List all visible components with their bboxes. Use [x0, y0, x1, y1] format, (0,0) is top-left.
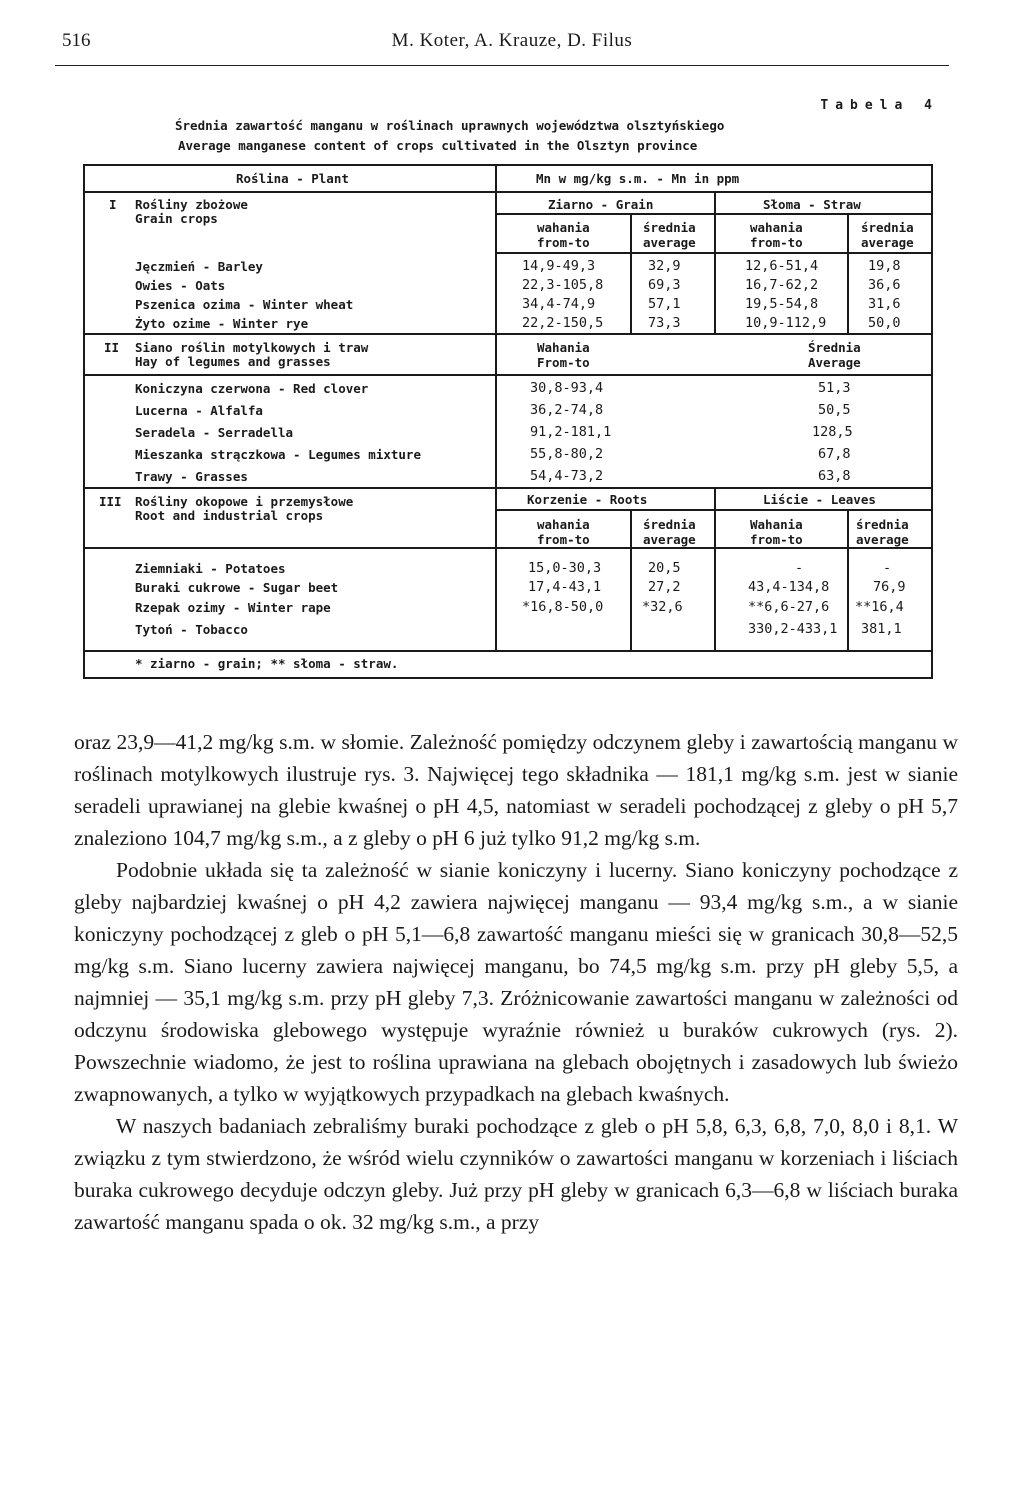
page-number: 516: [62, 30, 91, 51]
col-header-unit: Mn w mg/kg s.m. - Mn in ppm: [536, 171, 740, 186]
table-row: [0, 600, 1024, 620]
hay-range: 91,2-181,1: [530, 424, 612, 440]
group2-name-en: Hay of legumes and grasses: [135, 354, 331, 369]
straw-avg-en: average: [861, 235, 914, 250]
table-row: [0, 381, 1024, 401]
hay-range-pl: Wahania: [537, 340, 590, 355]
grain-header: Ziarno - Grain: [548, 197, 654, 212]
paragraph: oraz 23,9—41,2 mg/kg s.m. w słomie. Zależność pomiędzy odczynem gleby i zawartością manganu w roślinach motylkowych ilustruje rys. 3. Najwięcej tego składnika — 181,1 mg/kg s.m. jest w sianie seradeli uprawianej na glebie kwaśnej o pH 4,5, natomiast w seradeli pochodzącej z gleby o pH 5,7 znaleziono 104,7 mg/kg s.m., a z gleby o pH 6 już tylko 91,2 mg/kg s.m.: [74, 730, 958, 850]
hay-avg: 128,5: [812, 424, 853, 440]
plant-name: Seradela - Serradella: [135, 425, 294, 440]
straw-range: 12,6-51,4: [745, 258, 819, 274]
hay-avg: 51,3: [818, 380, 851, 396]
group1-name-en: Grain crops: [135, 211, 218, 226]
straw-range-header: [750, 220, 803, 250]
root-avg: *32,6: [642, 599, 683, 615]
hay-avg-header: [808, 340, 861, 370]
table-label: Tabela 4: [820, 98, 939, 113]
hay-range: 30,8-93,4: [530, 380, 604, 396]
table-row: [0, 278, 1024, 298]
plant-name: Ziemniaki - Potatoes: [135, 561, 286, 576]
grain-avg-en: average: [643, 235, 696, 250]
grain-range: 22,3-105,8: [522, 277, 604, 293]
root-range-header: [537, 517, 590, 547]
grain-avg-header: [643, 220, 696, 250]
table-rule-bottom: [83, 677, 933, 679]
plant-name: Lucerna - Alfalfa: [135, 403, 263, 418]
plant-name: Koniczyna czerwona - Red clover: [135, 381, 369, 396]
table-row: [0, 447, 1024, 467]
leaf-avg-header: [856, 517, 909, 547]
group1-name-pl: Rośliny zbożowe: [135, 197, 248, 212]
grain-avg: 57,1: [648, 296, 681, 312]
leaf-avg: 76,9: [873, 579, 906, 595]
group2-numeral: II: [104, 340, 120, 355]
table-rule-g2-data: [495, 374, 933, 376]
leaf-range: -: [795, 560, 804, 576]
plant-name: Jęczmień - Barley: [135, 259, 263, 274]
leaf-range: **6,6-27,6: [748, 599, 830, 615]
straw-avg: 31,6: [868, 296, 901, 312]
grain-range-header: [537, 220, 590, 250]
root-range-en: from-to: [537, 532, 590, 547]
plant-name: Buraki cukrowe - Sugar beet: [135, 580, 339, 595]
body-text: [74, 726, 958, 1238]
hay-range: 55,8-80,2: [530, 446, 604, 462]
col-header-plant: Roślina - Plant: [236, 171, 349, 186]
table-rule-top: [83, 164, 933, 166]
root-range: 15,0-30,3: [528, 560, 602, 576]
plant-name: Tytoń - Tobacco: [135, 622, 248, 637]
table-caption-en: Average manganese content of crops cultivated in the Olsztyn province: [178, 138, 698, 153]
plant-name: Pszenica ozima - Winter wheat: [135, 297, 354, 312]
root-range: 17,4-43,1: [528, 579, 602, 595]
group3-name-pl: Rośliny okopowe i przemysłowe: [135, 494, 354, 509]
table-rule-group2b: [83, 374, 496, 376]
grain-avg-pl: średnia: [643, 220, 696, 235]
leaf-avg: 381,1: [861, 621, 902, 637]
straw-avg-pl: średnia: [861, 220, 914, 235]
grain-range: 34,4-74,9: [522, 296, 596, 312]
table-row: [0, 622, 1024, 642]
straw-range-pl: wahania: [750, 220, 803, 235]
table-row: [0, 316, 1024, 336]
hay-avg: 63,8: [818, 468, 851, 484]
root-range: *16,8-50,0: [522, 599, 604, 615]
straw-range: 16,7-62,2: [745, 277, 819, 293]
plant-name: Mieszanka strączkowa - Legumes mixture: [135, 447, 421, 462]
table-row: [0, 580, 1024, 600]
hay-range: 36,2-74,8: [530, 402, 604, 418]
group1-numeral: I: [109, 197, 117, 212]
roots-header: Korzenie - Roots: [527, 492, 648, 507]
hay-avg: 50,5: [818, 402, 851, 418]
leaves-header: Liście - Leaves: [763, 492, 876, 507]
leaf-avg: -: [883, 560, 892, 576]
grain-range: 14,9-49,3: [522, 258, 596, 274]
table-rule-group3b: [83, 547, 496, 549]
hay-range: 54,4-73,2: [530, 468, 604, 484]
table-rule-footnote: [83, 650, 933, 652]
plant-name: Trawy - Grasses: [135, 469, 248, 484]
grain-range-pl: wahania: [537, 220, 590, 235]
hay-avg-pl: Średnia: [808, 340, 861, 355]
straw-avg: 19,8: [868, 258, 901, 274]
leaf-range-header: [750, 517, 803, 547]
table-row: [0, 259, 1024, 279]
leaf-range-en: from-to: [750, 532, 803, 547]
straw-range: 10,9-112,9: [745, 315, 827, 331]
leaf-range-pl: Wahania: [750, 517, 803, 532]
grain-avg: 32,9: [648, 258, 681, 274]
table-rule-head: [83, 191, 933, 193]
root-range-pl: wahania: [537, 517, 590, 532]
straw-range-en: from-to: [750, 235, 803, 250]
paragraph: W naszych badaniach zebraliśmy buraki pochodzące z gleb o pH 5,8, 6,3, 6,8, 7,0, 8,0 i 8,1. W związku z tym stwierdzono, że wśród wielu czynników o zawartości manganu w korzeniach i liściach buraka cukrowego decyduje odczyn gleby. Już przy pH gleby w granicach 6,3—6,8 w liściach buraka zawartość manganu spada o ok. 32 mg/kg s.m., a przy: [74, 1114, 958, 1234]
table-row: [0, 425, 1024, 445]
root-avg: 20,5: [648, 560, 681, 576]
group3-numeral: III: [99, 494, 122, 509]
group3-name-en: Root and industrial crops: [135, 508, 324, 523]
hay-range-en: From-to: [537, 355, 590, 370]
straw-avg-header: [861, 220, 914, 250]
hay-range-header: [537, 340, 590, 370]
grain-avg: 69,3: [648, 277, 681, 293]
table-row: [0, 469, 1024, 489]
root-avg-pl: średnia: [643, 517, 696, 532]
table-footnote: * ziarno - grain; ** słoma - straw.: [135, 656, 399, 671]
plant-name: Żyto ozime - Winter rye: [135, 316, 309, 331]
leaf-range: 43,4-134,8: [748, 579, 830, 595]
root-avg-header: [643, 517, 696, 547]
leaf-avg: **16,4: [855, 599, 904, 615]
hay-avg: 67,8: [818, 446, 851, 462]
hay-avg-en: Average: [808, 355, 861, 370]
grain-range: 22,2-150,5: [522, 315, 604, 331]
leaf-range: 330,2-433,1: [748, 621, 838, 637]
straw-header: Słoma - Straw: [763, 197, 861, 212]
group2-name-pl: Siano roślin motylkowych i traw: [135, 340, 369, 355]
table-row: [0, 297, 1024, 317]
leaf-avg-en: average: [856, 532, 909, 547]
table-row: [0, 403, 1024, 423]
grain-avg: 73,3: [648, 315, 681, 331]
table-row: [0, 561, 1024, 581]
running-head: M. Koter, A. Krauze, D. Filus: [391, 30, 633, 51]
straw-avg: 36,6: [868, 277, 901, 293]
table-caption-pl: Średnia zawartość manganu w roślinach uprawnych województwa olsztyńskiego: [175, 118, 725, 133]
paragraph: Podobnie układa się ta zależność w sianie koniczyny i lucerny. Siano koniczyny pochodzące z gleby najbardziej kwaśnej o pH 4,2 zawiera najwięcej manganu — 93,4 mg/kg s.m., a w sianie koniczyny pochodzącej z gleb o pH 5,1—6,8 zawartość manganu mieści się w granicach 30,8—52,5 mg/kg s.m. Siano lucerny zawiera najwięcej manganu, bo 74,5 mg/kg s.m. przy pH gleby 5,5, a najmniej — 35,1 mg/kg s.m. przy pH gleby 7,3. Zróżnicowanie zawartości manganu w zależności od odczynu środowiska glebowego występuje wyraźnie również u buraków cukrowych (rys. 2). Powszechnie wiadomo, że jest to roślina uprawiana na glebach obojętnych i zasadowych lub świeżo zwapnowanych, a tylko w wyjątkowych przypadkach na glebach kwaśnych.: [74, 858, 958, 1106]
plant-name: Owies - Oats: [135, 278, 226, 293]
plant-name: Rzepak ozimy - Winter rape: [135, 600, 331, 615]
root-avg: 27,2: [648, 579, 681, 595]
straw-avg: 50,0: [868, 315, 901, 331]
data-table: [0, 0, 1024, 700]
grain-range-en: from-to: [537, 235, 590, 250]
root-avg-en: average: [643, 532, 696, 547]
leaf-avg-pl: średnia: [856, 517, 909, 532]
straw-range: 19,5-54,8: [745, 296, 819, 312]
